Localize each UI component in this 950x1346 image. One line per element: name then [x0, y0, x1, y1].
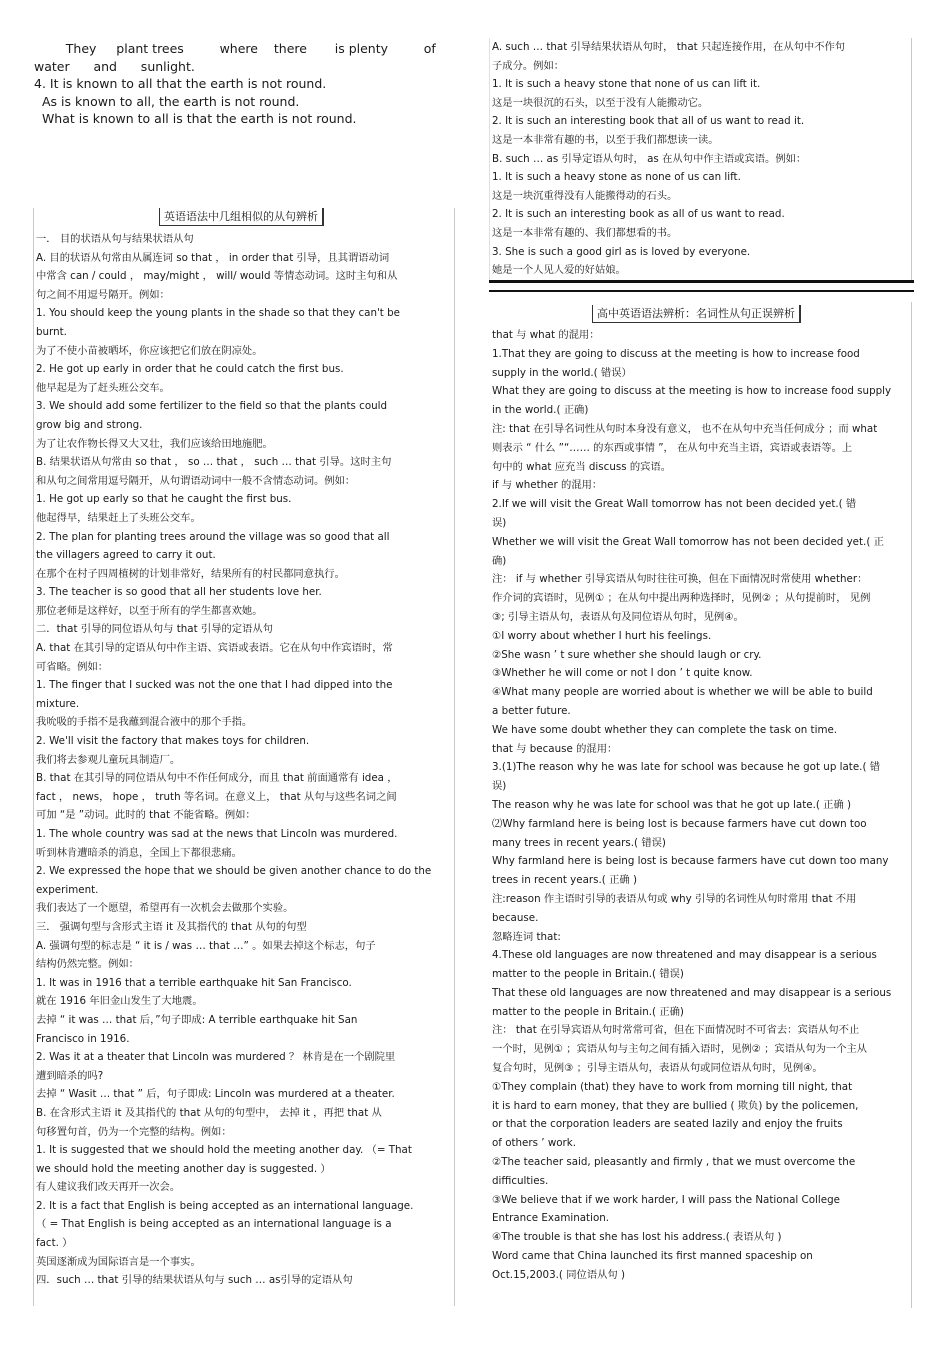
- right-section-b-line: 注: that 在引导名词性从句时本身没有意义， 也不在从句中充当任何成分 ；而 what: [492, 422, 878, 435]
- left-section-line: B. 结果状语从句常由 so that ， so … that ， such … that 引导。这时主句: [36, 456, 392, 469]
- right-section-a-line: 1. It is such a heavy stone that none of us can lift it.: [492, 78, 761, 91]
- right-section-a-line: 子成分。例如：: [492, 59, 565, 72]
- intro-text: [34, 40, 454, 128]
- left-section-line: 2. We expressed the hope that we should be given another chance to do the: [36, 865, 432, 878]
- left-section-line: 句之间不用逗号隔开。例如：: [36, 288, 170, 301]
- right-section-b-line: 复合句时，见例③ ；引导主语从句，表语从句或同位语从句时，见例④。: [492, 1062, 823, 1075]
- right-section-b-line: 误): [492, 780, 507, 793]
- right-section-b-line: What they are going to discuss at the meeting is how to increase food supply: [492, 385, 892, 398]
- right-section-b-line: many trees in recent years.( 错误): [492, 836, 666, 849]
- right-section-b-line: We have some doubt whether they can complete the task on time.: [492, 723, 838, 736]
- right-section-b-line: Word came that China launched its first manned spaceship on: [492, 1250, 813, 1263]
- left-section-line: 在那个在村子四周植树的计划非常好，结果所有的村民都同意执行。: [36, 567, 345, 580]
- right-section-a-line: 这是一块沉重得没有人能搬得动的石头。: [492, 189, 678, 202]
- left-section-line: 为了不使小苗被晒坏，你应该把它们放在阴凉处。: [36, 344, 263, 357]
- intro-line: 4. It is known to all that the earth is not round.: [34, 76, 327, 91]
- left-section-line: 1. You should keep the young plants in the shade so that they can't be: [36, 307, 400, 320]
- left-section-line: we should hold the meeting another day is suggested. ）: [36, 1162, 331, 1175]
- right-section-b-line: ③We believe that if we work harder, I will pass the National College: [492, 1193, 840, 1206]
- left-section-line: 听到林肯遭暗杀的消息，全国上下都很悲痛。: [36, 846, 242, 859]
- left-section-line: 一． 目的状语从句与结果状语从句: [36, 233, 194, 245]
- left-section-line: 就在 1916 年旧金山发生了大地震。: [36, 995, 203, 1008]
- right-section-b-line: 1.That they are going to discuss at the meeting is how to increase food: [492, 347, 860, 360]
- right-section-b-body: [492, 326, 910, 1285]
- right-section-b-line: that 与 because 的混用：: [492, 742, 618, 755]
- right-section-b-line: ②The teacher said, pleasantly and firmly , that we must overcome the: [492, 1156, 856, 1169]
- intro-line: As is known to all, the earth is not round.: [34, 93, 300, 109]
- left-section-line: 去掉 “ it was … that 后，”句子即成: A terrible earthquake hit San: [36, 1013, 358, 1026]
- right-section-b-line: 作介词的宾语时，见例① ；在从句中提出两种选择时，见例② ；从句提前时， 见例: [492, 592, 871, 605]
- right-section-b-line: ④The trouble is that she has lost his address.( 表语从句 ): [492, 1231, 782, 1244]
- right-section-b-line: 注:reason 作主语时引导的表语从句或 why 引导的名词性从句时常用 that 不用: [492, 892, 857, 905]
- right-section-b-line: Why farmland here is being lost is because farmers have cut down too many: [492, 855, 889, 868]
- right-section-b-line: ②She wasn ’ t sure whether she should laugh or cry.: [492, 648, 762, 661]
- left-section-line: 2. It is a fact that English is being accepted as an international language.: [36, 1199, 414, 1212]
- left-section-line: fact. ）: [36, 1237, 73, 1250]
- left-section-line: 可省略。例如：: [36, 660, 109, 673]
- left-section-line: 3. The teacher is so good that all her students love her.: [36, 586, 322, 599]
- right-section-b-line: or that the corporation leaders are seated lazily and enjoy the fruits: [492, 1118, 843, 1131]
- right-section-b-line: ①They complain (that) they have to work from morning till night, that: [492, 1080, 853, 1093]
- right-section-a-line: 3. She is such a good girl as is loved by everyone.: [492, 245, 751, 258]
- right-section-b-line: ⑵Why farmland here is being lost is because farmers have cut down too: [492, 817, 867, 830]
- right-section-b-line: matter to the people in Britain.( 正确): [492, 1005, 684, 1018]
- intro-line: They plant trees where there is plenty of: [34, 41, 436, 56]
- right-section-a-line: 1. It is such a heavy stone as none of us can lift.: [492, 171, 741, 184]
- left-section-line: 二．that 引导的同位语从句与 that 引导的定语从句: [36, 623, 273, 636]
- left-section-line: 我们将去参观儿童玩具制造厂。: [36, 753, 181, 766]
- right-section-b-line: of others ’ work.: [492, 1137, 577, 1150]
- right-section-b-line: ③; 引导主语从句，表语从句及同位语从句时，见例④。: [492, 610, 744, 623]
- left-section-line: 1. It is suggested that we should hold the meeting another day. （= That: [36, 1144, 412, 1157]
- left-section-line: 三． 强调句型与含形式主语 it 及其指代的 that 从句的句型: [36, 920, 307, 933]
- right-section-b-line: 误): [492, 516, 507, 529]
- left-section-line: 英国逐渐成为国际语言是一个事实。: [36, 1255, 201, 1268]
- left-section-title: 英语语法中几组相似的从句辨析: [159, 208, 324, 226]
- left-section-line: fact ， news， hope ， truth 等名词。在意义上， that 从句与这些名词之间: [36, 790, 397, 803]
- right-section-b-line: in the world.( 正确): [492, 404, 589, 417]
- right-section-a-line: 2. It is such an interesting book as all of us want to read.: [492, 208, 785, 221]
- right-section-b-line: ④What many people are worried about is whether we will be able to build: [492, 686, 873, 699]
- right-section-b-line: that 与 what 的混用：: [492, 329, 600, 341]
- left-section-line: A. 目的状语从句常由从属连词 so that ， in order that 引导，且其谓语动词: [36, 251, 390, 264]
- right-section-b-line: 2.If we will visit the Great Wall tomorrow has not been decided yet.( 错: [492, 498, 857, 511]
- left-section-line: 1. The finger that I sucked was not the one that I had dipped into the: [36, 679, 393, 692]
- right-section-b-line: a better future.: [492, 704, 571, 717]
- right-section-b-line: it is hard to earn money, that they are bullied ( 欺负) by the policemen,: [492, 1099, 859, 1112]
- right-section-b-line: Entrance Examination.: [492, 1212, 610, 1225]
- right-section-a-body: [492, 38, 910, 280]
- right-section-a-line: B. such … as 引导定语从句时， as 在从句中作主语或宾语。例如：: [492, 152, 807, 165]
- left-section-line: the villagers agreed to carry it out.: [36, 549, 216, 562]
- left-section-line: 1. It was in 1916 that a terrible earthquake hit San Francisco.: [36, 976, 352, 989]
- left-section-line: 1. The whole country was sad at the news that Lincoln was murdered.: [36, 828, 398, 840]
- right-section-a-line: A. such … that 引导结果状语从句时， that 只起连接作用，在从句中不作句: [492, 41, 846, 53]
- right-section-b-line: if 与 whether 的混用：: [492, 479, 603, 492]
- left-section-line: 那位老师是这样好，以至于所有的学生都喜欢她。: [36, 604, 263, 617]
- left-section-line: 句移置句首，仍为一个完整的结构。例如：: [36, 1125, 232, 1138]
- left-section-line: 他起得早，结果赶上了头班公交车。: [36, 511, 201, 524]
- intro-line: water and sunlight.: [34, 58, 195, 74]
- left-section-line: B. that 在其引导的同位语从句中不作任何成分，而且 that 前面通常有 idea ，: [36, 772, 398, 785]
- left-section-line: 2. The plan for planting trees around the village was so good that all: [36, 530, 390, 543]
- right-section-a-line: 这是一本非常有趣的、我们都想看的书。: [492, 226, 678, 239]
- right-section-b-line: trees in recent years.( 正确 ): [492, 874, 637, 887]
- section-divider-bottom: [489, 290, 914, 292]
- right-section-b-line: The reason why he was late for school was that he got up late.( 正确 ): [492, 798, 852, 811]
- right-section-b-line: That these old languages are now threatened and may disappear is a serious: [492, 986, 892, 999]
- left-section-line: 为了让农作物长得又大又壮，我们应该给田地施肥。: [36, 437, 273, 450]
- left-section-body: [36, 230, 452, 1290]
- right-section-b-line: 则表示 “ 什么 ”“…… 的东西或事情 ”， 在从句中充当主语，宾语或表语等。上: [492, 441, 853, 454]
- left-section-line: （ = That English is being accepted as an international language is a: [36, 1218, 392, 1231]
- left-section-line: experiment.: [36, 883, 99, 896]
- left-section-line: 我吮吸的手指不是我蘸到混合液中的那个手指。: [36, 716, 253, 729]
- left-section-line: mixture.: [36, 697, 80, 710]
- right-section-b-line: 注： that 在引导宾语从句时常常可省，但在下面情况时不可省去：宾语从句不止: [492, 1024, 860, 1037]
- left-section-line: 有人建议我们改天再开一次会。: [36, 1181, 181, 1194]
- left-section-line: A. 强调句型的标志是 “ it is / was … that …” 。如果去掉这个标志，句子: [36, 939, 376, 952]
- left-section-line: Francisco in 1916.: [36, 1032, 130, 1045]
- left-section-line: 2. He got up early in order that he could catch the first bus.: [36, 363, 344, 376]
- right-section-b-line: 3.(1)The reason why he was late for school was because he got up late.( 错: [492, 761, 881, 774]
- right-section-b-line: difficulties.: [492, 1174, 549, 1187]
- left-section-line: grow big and strong.: [36, 418, 143, 431]
- right-section-a-line: 2. It is such an interesting book that all of us want to read it.: [492, 115, 805, 128]
- right-section-b-line: ③Whether he will come or not I don ’ t quite know.: [492, 667, 753, 680]
- left-section-line: burnt.: [36, 325, 67, 338]
- left-section-line: 3. We should add some fertilizer to the field so that the plants could: [36, 400, 388, 413]
- right-section-b-line: matter to the people in Britain.( 错误): [492, 968, 684, 981]
- left-section-line: 和从句之间常用逗号隔开，从句谓语动词中一般不含情态动词。例如：: [36, 474, 356, 487]
- right-section-b-line: Whether we will visit the Great Wall tomorrow has not been decided yet.( 正: [492, 535, 884, 548]
- right-section-a-line: 这是一块很沉的石头，以至于没有人能搬动它。: [492, 96, 709, 109]
- right-section-b-line: 句中的 what 应充当 discuss 的宾语。: [492, 460, 672, 473]
- right-section-b-line: 4.These old languages are now threatened and may disappear is a serious: [492, 949, 877, 962]
- right-section-b-line: Oct.15,2003.( 同位语从句 ): [492, 1268, 625, 1281]
- right-section-b-line: 确): [492, 554, 507, 567]
- right-section-b-line: because.: [492, 911, 539, 924]
- left-section-line: 四．such … that 引导的结果状语从句与 such … as引导的定语从句: [36, 1274, 353, 1287]
- right-section-b-line: ①I worry about whether I hurt his feelings.: [492, 629, 712, 642]
- right-section-b-line: 一个时，见例① ；宾语从句与主句之间有插入语时，见例② ；宾语从句为一个主从: [492, 1043, 868, 1056]
- left-section-line: 遭到暗杀的吗?: [36, 1069, 104, 1082]
- left-section-line: 中常含 can / could ， may/might ， will/ would 等情态动词。这时主句和从: [36, 270, 398, 283]
- left-section-line: A. that 在其引导的定语从句中作主语、宾语或表语。它在从句中作宾语时，常: [36, 642, 393, 655]
- right-section-b-line: 忽略连词 that:: [492, 930, 561, 943]
- right-section-a-line: 这是一本非常有趣的书，以至于我们都想读一读。: [492, 133, 719, 146]
- left-section-line: 他早起是为了赶头班公交车。: [36, 381, 170, 394]
- left-section-line: 2. Was it at a theater that Lincoln was murdered ？ 林肯是在一个剧院里: [36, 1051, 396, 1064]
- right-section-b-line: supply in the world.( 错误）: [492, 366, 632, 379]
- intro-line: What is known to all is that the earth is not round.: [34, 111, 357, 126]
- left-section-line: 去掉 “ Wasit … that ” 后，句子即成: Lincoln was murdered at a theater.: [36, 1088, 395, 1101]
- section-divider-top: [489, 280, 914, 283]
- right-section-a-line: 她是一个人见人爱的好姑娘。: [492, 264, 626, 277]
- right-section-b-line: 注： if 与 whether 引导宾语从句时往往可换，但在下面情况时常使用 whether：: [492, 573, 868, 586]
- left-section-line: B. 在含形式主语 it 及其指代的 that 从句的句型中， 去掉 it ，再把 that 从: [36, 1106, 382, 1119]
- left-section-line: 2. We'll visit the factory that makes toys for children.: [36, 735, 310, 748]
- left-section-line: 1. He got up early so that he caught the first bus.: [36, 493, 292, 506]
- left-section-line: 我们表达了一个愿望，希望再有一次机会去做那个实验。: [36, 902, 294, 915]
- right-section-title: 高中英语语法辨析：名词性从句正误辨析: [592, 305, 801, 323]
- left-section-line: 结构仍然完整。例如：: [36, 958, 139, 971]
- left-section-line: 可加 “是 ”动词。此时的 that 不能省略。例如：: [36, 809, 256, 822]
